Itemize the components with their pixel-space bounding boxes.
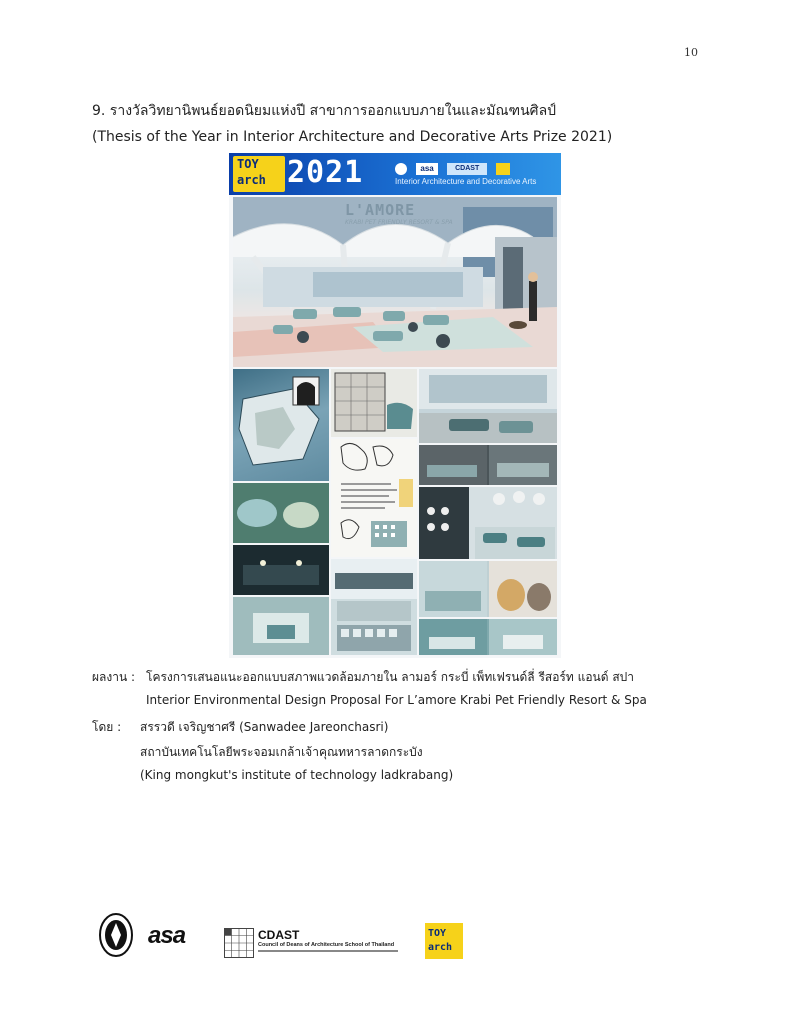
poster-banner (229, 153, 561, 195)
floor-plan-panel (331, 369, 417, 437)
render-panel-3 (233, 597, 329, 655)
spa-panel (419, 619, 557, 655)
lobby-panel (419, 369, 557, 443)
cdast-title: CDAST (258, 928, 300, 942)
poster-panels (233, 369, 557, 655)
waiting-room-render (419, 445, 557, 485)
cdast-grid-icon (224, 928, 254, 958)
pet-area-panel (419, 561, 557, 617)
cdast-footer-logo (224, 928, 402, 960)
work-title-english: Interior Environmental Design Proposal For L’amore Krabi Pet Friendly Resort & Spa (146, 693, 647, 707)
cdast-divider (258, 950, 398, 952)
master-plan-panel (233, 369, 329, 481)
cdast-subtitle: Council of Deans of Architecture School of Thailand (258, 942, 395, 948)
work-label: ผลงาน : (92, 670, 136, 684)
banner-logos (395, 158, 555, 172)
author-name: สรรวดี เจริญชาศรี (Sanwadee Jareonchasri) (140, 720, 389, 734)
floor-plan-drawing (331, 369, 417, 437)
site-plan-drawing (233, 369, 329, 481)
by-label: โดย : (92, 720, 122, 734)
institution-thai: สถาบันเทคโนโลยีพระจอมเกล้าเจ้าคุณทหารลาดกระบัง (140, 745, 423, 759)
section-heading-thai: 9. รางวัลวิทยานิพนธ์ยอดนิยมแห่งปี สาขาการออกแบบภายในและมัณฑนศิลป์ (92, 103, 557, 119)
project-subtitle: KRABI PET FRIENDLY RESORT & SPA (345, 219, 453, 226)
toy-footer-line2: arch (428, 942, 453, 953)
hero-render (233, 197, 557, 367)
exterior-panel (331, 559, 417, 655)
seal-icon (395, 163, 407, 175)
concept-drawing (331, 439, 417, 557)
toy-logo-line1: TOY (237, 157, 259, 171)
night-render (233, 545, 329, 595)
university-seal-logo (99, 913, 133, 957)
render-panel-2 (233, 545, 329, 595)
toy-footer-line1: TOY (428, 928, 447, 939)
waiting-room-panel (419, 445, 557, 485)
exterior-elevation (331, 559, 417, 655)
toy-logo-line2: arch (237, 173, 266, 187)
seal-icon (99, 913, 133, 957)
award-poster (229, 153, 561, 658)
cafe-render (419, 487, 557, 559)
institution-english: (King mongkut's institute of technology ladkrabang) (140, 768, 454, 782)
pool-render (233, 483, 329, 543)
toy-mini-logo (496, 163, 510, 175)
poster-year: 2021 (287, 155, 364, 190)
section-heading-english: (Thesis of the Year in Interior Architecture and Decorative Arts Prize 2021) (92, 129, 613, 145)
concept-panel (331, 439, 417, 557)
work-title-thai: โครงการเสนอแนะออกแบบสภาพแวดล้อมภายใน ลามอร์ กระบี่ เพ็ทเฟรนด์ลี่ รีสอร์ท แอนด์ สปา (146, 670, 635, 684)
page-number: 10 (684, 46, 698, 59)
asa-footer-logo: asa (148, 922, 186, 949)
project-title: L'AMORE (345, 201, 416, 219)
spa-render (233, 597, 329, 655)
banner-subtitle: Interior Architecture and Decorative Arts (395, 177, 537, 186)
pet-area-render (419, 561, 557, 617)
cafe-panel (419, 487, 557, 559)
spa-room-render (419, 619, 557, 655)
toy-arch-logo (233, 156, 285, 192)
toy-arch-footer-logo (425, 923, 463, 959)
lobby-render (419, 369, 557, 443)
render-panel-1 (233, 483, 329, 543)
asa-logo: asa (416, 163, 438, 175)
cdast-logo: CDAST (447, 163, 487, 175)
